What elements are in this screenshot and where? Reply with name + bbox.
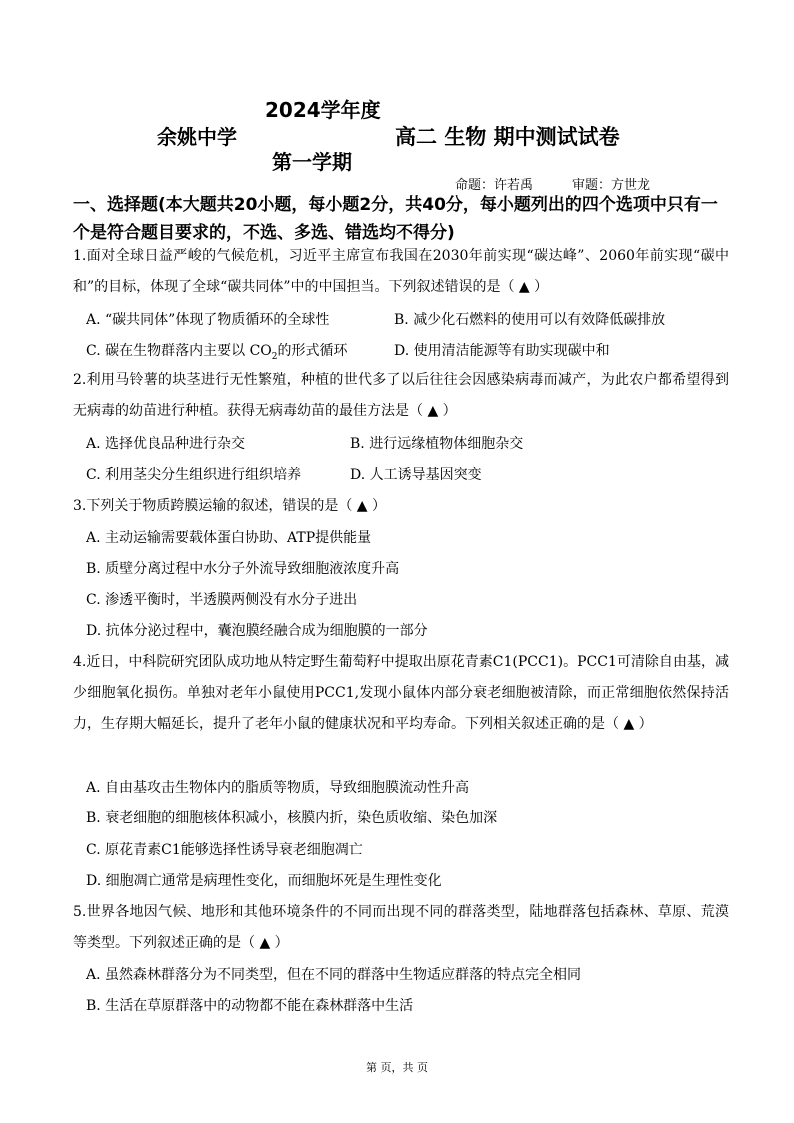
question-3-option-a: A. 主动运输需要载体蛋白协助、ATP提供能量 [86,530,372,546]
question-1-option-d: D. 使用清洁能源等有助实现碳中和 [394,343,610,359]
question-1-stem: 1.面对全球日益严峻的气候危机，习近平主席宣布我国在2030年前实现“碳达峰”、2060年前实现“碳中和”的目标，体现了全球“碳共同体”中的中国担当。下列叙述错误的是（ ▲ ） [73,248,729,295]
question-2-option-a: A. 选择优良品种进行杂交 [86,436,246,452]
question-3-option-c: C. 渗透平衡时，半透膜两侧没有水分子进出 [86,592,358,608]
question-2-option-b: B. 进行远缘植物体细胞杂交 [350,436,524,452]
exam-name: 期中测试试卷 [493,125,620,149]
question-2-option-c: C. 利用茎尖分生组织进行组织培养 [86,467,302,483]
question-2-option-d: D. 人工诱导基因突变 [350,467,482,483]
grade: 高二 [395,125,437,149]
semester: 第一学期 [272,150,352,174]
question-1-option-a: A. “碳共同体”体现了物质循环的全球性 [86,312,330,328]
question-3-option-b: B. 质壁分离过程中水分子外流导致细胞液浓度升高 [86,561,400,577]
section-title: 一、选择题(本大题共20小题，每小题2分，共40分，每小题列出的四个选项中只有一个是符合题目要求的，不选、多选、错选均不得分) [73,195,718,243]
question-5-option-a: A. 虽然森林群落分为不同类型，但在不同的群落中生物适应群落的特点完全相同 [86,967,582,983]
question-3-stem: 3.下列关于物质跨膜运输的叙述，错误的是（ ▲ ） [73,498,387,514]
question-4-option-a: A. 自由基攻击生物体内的脂质等物质，导致细胞膜流动性升高 [86,780,470,796]
school-year: 2024学年度 [265,98,381,122]
page-footer: 第 页，共 页 [366,1061,428,1074]
question-1-option-c: C. 碳在生物群落内主要以 $CO_2$的形式循环 [86,343,348,362]
question-3-option-d: D. 抗体分泌过程中，囊泡膜经融合成为细胞膜的一部分 [86,623,428,639]
question-4-option-b: B. 衰老细胞的细胞核体积减小，核膜内折，染色质收缩、染色加深 [86,810,498,826]
question-5-stem: 5.世界各地因气候、地形和其他环境条件的不同而出现不同的群落类型，陆地群落包括森林、草原、荒漠等类型。下列叙述正确的是（ ▲ ） [73,904,729,951]
question-4-stem: 4.近日，中科院研究团队成功地从特定野生葡萄籽中提取出原花青素C1(PCC1)。PCC1可清除自由基，减少细胞氧化损伤。单独对老年小鼠使用PCC1,发现小鼠体内部分衰老细胞被清除，而正常细胞依然保持活力，生存期大幅延长，提升了老年小鼠的健康状况和平均寿命。下列相关叙述正确的是（ ▲ ） [73,654,729,732]
exam-title [395,121,620,151]
question-4-option-c: C. 原花青素C1能够选择性诱导衰老细胞凋亡 [86,842,363,858]
question-1-option-b: B. 减少化石燃料的使用可以有效降低碳排放 [394,312,666,328]
question-2-stem: 2.利用马铃薯的块茎进行无性繁殖，种植的世代多了以后往往会因感染病毒而减产，为此农户都希望得到无病毒的幼苗进行种植。获得无病毒幼苗的最佳方法是（ ▲ ） [73,372,729,419]
school-name: 余姚中学 [157,125,237,149]
exam-setter: 命题：许若禹 [455,178,534,193]
question-4-option-d: D. 细胞凋亡通常是病理性变化，而细胞坏死是生理性变化 [86,873,442,889]
exam-reviewer: 审题：方世龙 [572,178,651,193]
question-5-option-b: B. 生活在草原群落中的动物都不能在森林群落中生活 [86,998,414,1014]
subject: 生物 [444,125,487,149]
